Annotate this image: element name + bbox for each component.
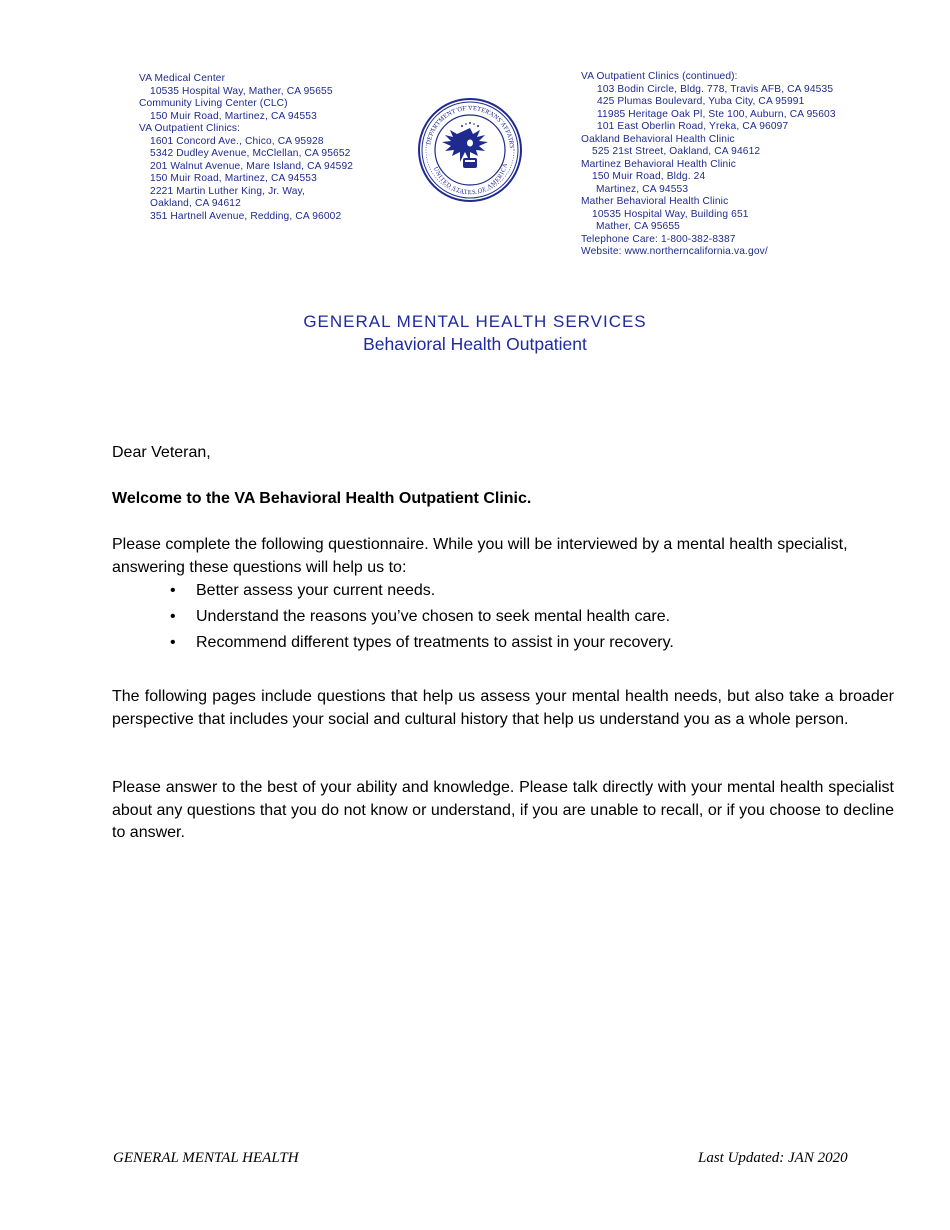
clinic-address: 201 Walnut Avenue, Mare Island, CA 94592: [150, 160, 354, 172]
oakland-clinic-label: Oakland Behavioral Health Clinic: [581, 133, 735, 145]
telephone-care: Telephone Care: 1-800-382-8387: [581, 233, 736, 245]
martinez-clinic-address-line2: Martinez, CA 94553: [596, 183, 689, 195]
salutation: Dear Veteran,: [112, 444, 211, 461]
mather-clinic-address-line1: 10535 Hospital Way, Building 651: [592, 208, 749, 220]
bullet-icon: •: [170, 582, 176, 599]
footer-left: GENERAL MENTAL HEALTH: [113, 1150, 299, 1166]
clc-address: 150 Muir Road, Martinez, CA 94553: [150, 110, 317, 122]
clinic-address: 425 Plumas Boulevard, Yuba City, CA 95991: [597, 96, 805, 107]
outpatient-clinics-label: VA Outpatient Clinics:: [139, 123, 241, 134]
bullet-icon: •: [170, 634, 176, 651]
page-subtitle: Behavioral Health Outpatient: [363, 334, 587, 354]
list-item-text: Better assess your current needs.: [196, 582, 436, 599]
clinic-address: 351 Hartnell Avenue, Redding, CA 96002: [150, 210, 342, 222]
mather-clinic-address-line2: Mather, CA 95655: [596, 221, 680, 232]
martinez-clinic-label: Martinez Behavioral Health Clinic: [581, 158, 736, 170]
list-item: [170, 578, 674, 604]
svg-text:UNITED STATES OF AMERICA: UNITED STATES OF AMERICA: [431, 162, 510, 197]
website: Website: www.northerncalifornia.va.gov/: [581, 246, 768, 257]
clinic-address: 2221 Martin Luther King, Jr. Way,: [150, 185, 305, 197]
va-seal-logo: [418, 98, 522, 202]
welcome-heading: Welcome to the VA Behavioral Health Outpatient Clinic.: [112, 490, 532, 507]
clinic-address: 1601 Concord Ave., Chico, CA 95928: [150, 135, 324, 147]
list-item: [170, 630, 674, 656]
oakland-clinic-address: 525 21st Street, Oakland, CA 94612: [592, 146, 761, 157]
clinic-address: 103 Bodin Circle, Bldg. 778, Travis AFB, CA 94535: [597, 83, 834, 95]
clinic-address: 11985 Heritage Oak Pl, Ste 100, Auburn, CA 95603: [597, 108, 836, 120]
list-item: [170, 604, 674, 630]
clinic-address: 101 East Oberlin Road, Yreka, CA 96097: [597, 121, 789, 132]
footer-right: Last Updated: JAN 2020: [698, 1150, 848, 1166]
list-item-text: Recommend different types of treatments to assist in your recovery.: [196, 634, 674, 651]
body-paragraph: Please answer to the best of your ability and knowledge. Please talk directly with your mental health specialist about any questions that you do not know or understand, if you are unable to recall, or if you choose to decline to answer.: [112, 779, 894, 841]
mather-clinic-label: Mather Behavioral Health Clinic: [581, 196, 729, 207]
list-item-text: Understand the reasons you’ve chosen to seek mental health care.: [196, 608, 671, 625]
body-paragraph: The following pages include questions that help us assess your mental health needs, but also take a broader perspective that includes your social and cultural history that help us understand you as a whole person.: [112, 688, 894, 728]
letterhead-left: [139, 73, 353, 223]
clinic-address: 5342 Dudley Avenue, McClellan, CA 95652: [150, 148, 351, 159]
svg-text:DEPARTMENT OF VETERANS AFFAIRS: DEPARTMENT OF VETERANS AFFAIRS: [425, 104, 516, 150]
outpatient-clinics-continued-label: VA Outpatient Clinics (continued):: [581, 71, 738, 82]
martinez-clinic-address-line1: 150 Muir Road, Bldg. 24: [592, 171, 706, 182]
bullet-list: [170, 578, 674, 656]
intro-paragraph: Please complete the following questionnaire. While you will be interviewed by a mental health specialist, answering these questions will help us to:: [112, 536, 848, 576]
letterhead-right: [581, 71, 836, 259]
clinic-address: 150 Muir Road, Martinez, CA 94553: [150, 173, 317, 184]
va-medical-center-label: VA Medical Center: [139, 73, 226, 84]
clinic-address: Oakland, CA 94612: [150, 198, 241, 209]
va-medical-center-address: 10535 Hospital Way, Mather, CA 95655: [150, 85, 333, 97]
clc-label: Community Living Center (CLC): [139, 98, 288, 109]
page-title: GENERAL MENTAL HEALTH SERVICES: [303, 312, 647, 331]
bullet-icon: •: [170, 608, 176, 625]
